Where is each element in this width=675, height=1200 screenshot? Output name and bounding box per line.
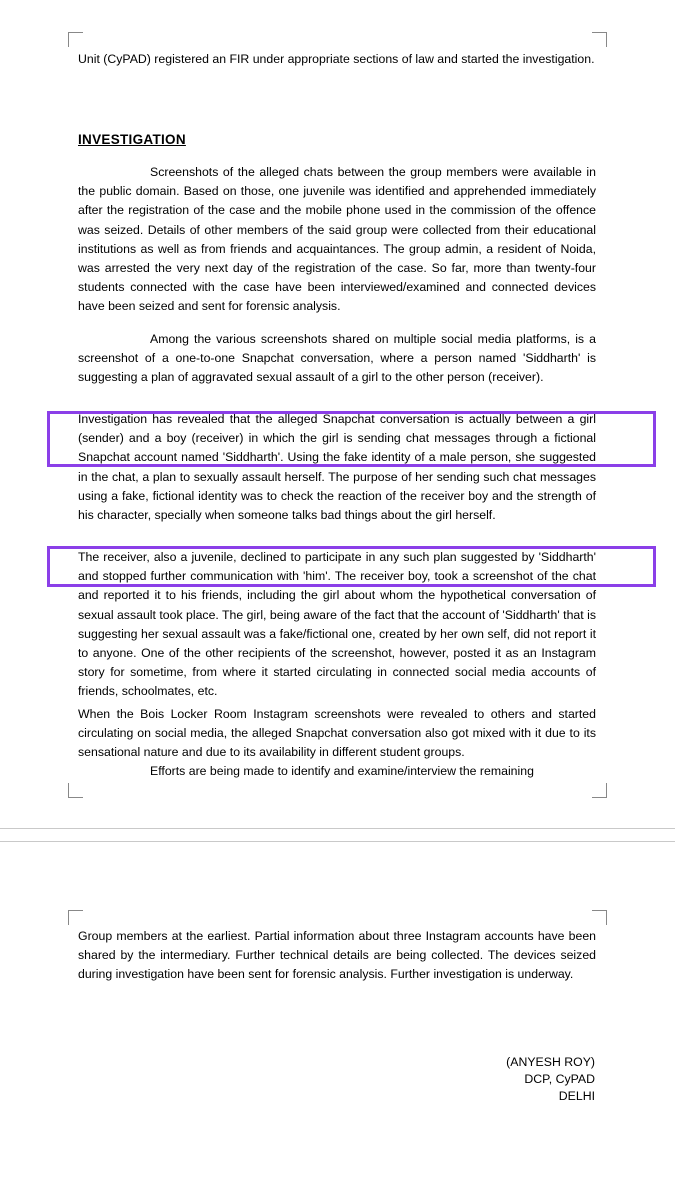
paragraph-group-members: Group members at the earliest. Partial information about three Instagram accounts have been shared by the intermediary. Further technical details are being collected. The devices seized during investigation have been sent for forensic analysis. Further investigation is underway. (78, 929, 596, 982)
crop-mark-top-left (68, 32, 83, 47)
opening-paragraph: Unit (CyPAD) registered an FIR under appropriate sections of law and started the investigation. (78, 52, 595, 66)
paragraph-screenshots-available: Screenshots of the alleged chats between the group members were available in the public domain. Based on those, one juvenile was identified and apprehended immediately after the registration of the case and the mobile phone used in the commission of the offence was seized. Details of other members of the said group were collected from their educational institutions as well as from friends and acquaintances. The group admin, a resident of Noida, was arrested the very next day of the registration of the case. So far, more than twenty-four students connected with the case have been interviewed/examined and connected devices have been seized and sent for forensic analysis. (78, 165, 596, 314)
crop-mark-top-right (592, 32, 607, 47)
signatory-location: DELHI (558, 1089, 595, 1103)
crop-mark-top-right-page2 (592, 910, 607, 925)
crop-mark-top-left-page2 (68, 910, 83, 925)
signatory-designation: DCP, CyPAD (524, 1072, 595, 1086)
crop-mark-bottom-right (592, 783, 607, 798)
paragraph-bois-locker-room: When the Bois Locker Room Instagram screenshots were revealed to others and started circulating on social media, the alleged Snapchat conversation also got mixed with it due to its sensational nature and due to its availability in different student groups. (78, 707, 596, 760)
document-page-2 (0, 842, 675, 1198)
paragraph-receiver-declined: The receiver, also a juvenile, declined to participate in any such plan suggested by 'Siddharth' and stopped further communication with 'him'. The receiver boy, took a screenshot of the chat and reported it to his friends, including the girl about whom the hypothetical conversation of sexual assault took place. The girl, being aware of the fact that the account of 'Siddharth' that is suggesting her sexual assault was a fake/fictional one, created by her own self, did not report it to anyone. One of the other recipients of the screenshot, however, posted it as an Instagram story for sometime, from where it started circulating in connected social media accounts of friends, schoolmates, etc. (78, 550, 596, 699)
page-break-divider (0, 828, 675, 842)
section-heading-investigation: INVESTIGATION (78, 132, 186, 147)
signature-block (506, 1054, 595, 1105)
paragraph-efforts-being-made: Efforts are being made to identify and examine/interview the remaining (150, 764, 534, 778)
paragraph-snapchat-screenshot: Among the various screenshots shared on multiple social media platforms, is a screenshot of a one-to-one Snapchat conversation, where a person named 'Siddharth' is suggesting a plan of aggravated sexual assault of a girl to the other person (receiver). (78, 332, 596, 385)
signatory-name: (ANYESH ROY) (506, 1055, 595, 1069)
paragraph-investigation-revealed: Investigation has revealed that the alleged Snapchat conversation is actually between a girl (sender) and a boy (receiver) in which the girl is sending chat messages through a fictional Snapchat account named 'Siddharth'. Using the fake identity of a male person, she suggested in the chat, a plan to sexually assault herself. The purpose of her sending such chat messages using a fake, fictional identity was to check the reaction of the receiver boy and the strength of his character, specially when someone talks bad things about the girl herself. (78, 412, 596, 523)
crop-mark-bottom-left (68, 783, 83, 798)
